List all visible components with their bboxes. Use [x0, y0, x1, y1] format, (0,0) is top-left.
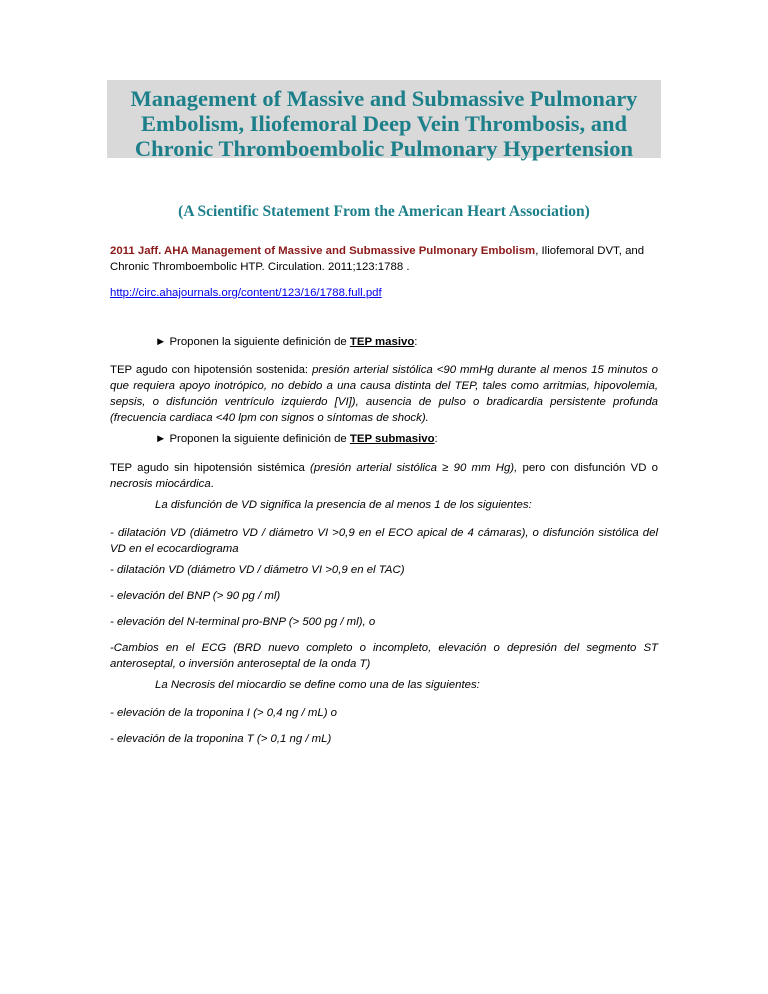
- title-line-2: Embolism, Iliofemoral Deep Vein Thrombosis, and: [140, 111, 628, 136]
- massive-def-plain: TEP agudo con hipotensión sostenida:: [110, 364, 313, 376]
- necrosis-item-text: - elevación de la troponina T (> 0,1 ng / mL): [110, 733, 332, 745]
- submassive-def-end: .: [210, 478, 214, 490]
- vd-item: [110, 562, 658, 578]
- massive-intro: [155, 334, 655, 350]
- submassive-def-italic-2: necrosis miocárdica: [110, 478, 211, 490]
- term-tep-submasivo: TEP submasivo: [349, 433, 435, 445]
- vd-item: [110, 640, 658, 672]
- vd-item-text: - elevación del BNP (> 90 pg / ml): [110, 590, 281, 602]
- vd-item: [110, 588, 658, 604]
- submassive-def-plain-1: TEP agudo sin hipotensión sistémica: [110, 462, 311, 474]
- submassive-def-italic-1: (presión arterial sistólica ≥ 90 mm Hg),: [310, 462, 518, 474]
- pdf-link-wrapper: [110, 285, 658, 301]
- reference-journal: Chronic Thromboembolic HTP. Circulation. 2011;123:1788 .: [110, 261, 410, 273]
- vd-item-text: - dilatación VD (diámetro VD / diámetro VI >0,9 en el TAC): [110, 564, 405, 576]
- necrosis-heading: [155, 677, 655, 693]
- pdf-link[interactable]: http://circ.ahajournals.org/content/123/16/1788.full.pdf: [110, 287, 382, 299]
- massive-intro-text: ► Proponen la siguiente definición de: [155, 336, 350, 348]
- vd-item-text: -Cambios en el ECG (BRD nuevo completo o incompleto, elevación o depresión del segmento ST anteroseptal, o inversión anteroseptal de la onda T): [110, 642, 658, 670]
- reference-citation: [110, 243, 658, 275]
- vd-heading: [155, 497, 655, 513]
- vd-item: [110, 525, 658, 557]
- necrosis-item: [110, 705, 658, 721]
- submassive-definition: [110, 460, 658, 492]
- vd-item: [110, 614, 658, 630]
- submassive-intro-text: ► Proponen la siguiente definición de: [155, 433, 350, 445]
- vd-item-text: - elevación del N-terminal pro-BNP (> 500 pg / ml), o: [110, 616, 376, 628]
- submassive-def-plain-2: pero con disfunción VD o: [517, 462, 658, 474]
- reference-rest: , Iliofemoral DVT, and: [535, 245, 645, 257]
- massive-definition: [110, 362, 658, 426]
- document-subtitle: (A Scientific Statement From the American Heart Association): [178, 203, 590, 220]
- massive-intro-colon: :: [414, 336, 418, 348]
- necrosis-item: [110, 731, 658, 747]
- title-line-1: Management of Massive and Submassive Pulmonary: [130, 86, 638, 111]
- document-title: [107, 80, 661, 161]
- submassive-intro: [155, 431, 655, 447]
- term-tep-masivo: TEP masivo: [349, 336, 415, 348]
- necrosis-heading-text: La Necrosis del miocardio se define como una de las siguientes:: [155, 679, 480, 691]
- vd-item-text: - dilatación VD (diámetro VD / diámetro VI >0,9 en el ECO apical de 4 cámaras), o disfunción sistólica del VD en el ecocardiograma: [110, 527, 658, 555]
- necrosis-item-text: - elevación de la troponina I (> 0,4 ng / mL) o: [110, 707, 337, 719]
- reference-title: 2011 Jaff. AHA Management of Massive and Submassive Pulmonary Embolism: [110, 245, 536, 257]
- submassive-intro-colon: :: [434, 433, 438, 445]
- massive-def-italic: presión arterial sistólica <90 mmHg durante al menos 15 minutos o que requiera apoyo inotrópico, no debido a una causa distinta del TEP, tales como arritmias, hipovolemia, sepsis, o disfunción ventrículo izquierdo [VI]), ausencia de pulso o bradicardia persistente profunda (frecuencia cardiaca <40 lpm con signos o síntomas de shock).: [110, 364, 658, 424]
- vd-heading-text: La disfunción de VD significa la presencia de al menos 1 de los siguientes:: [155, 499, 532, 511]
- title-line-3: Chronic Thromboembolic Pulmonary Hypertension: [134, 136, 634, 161]
